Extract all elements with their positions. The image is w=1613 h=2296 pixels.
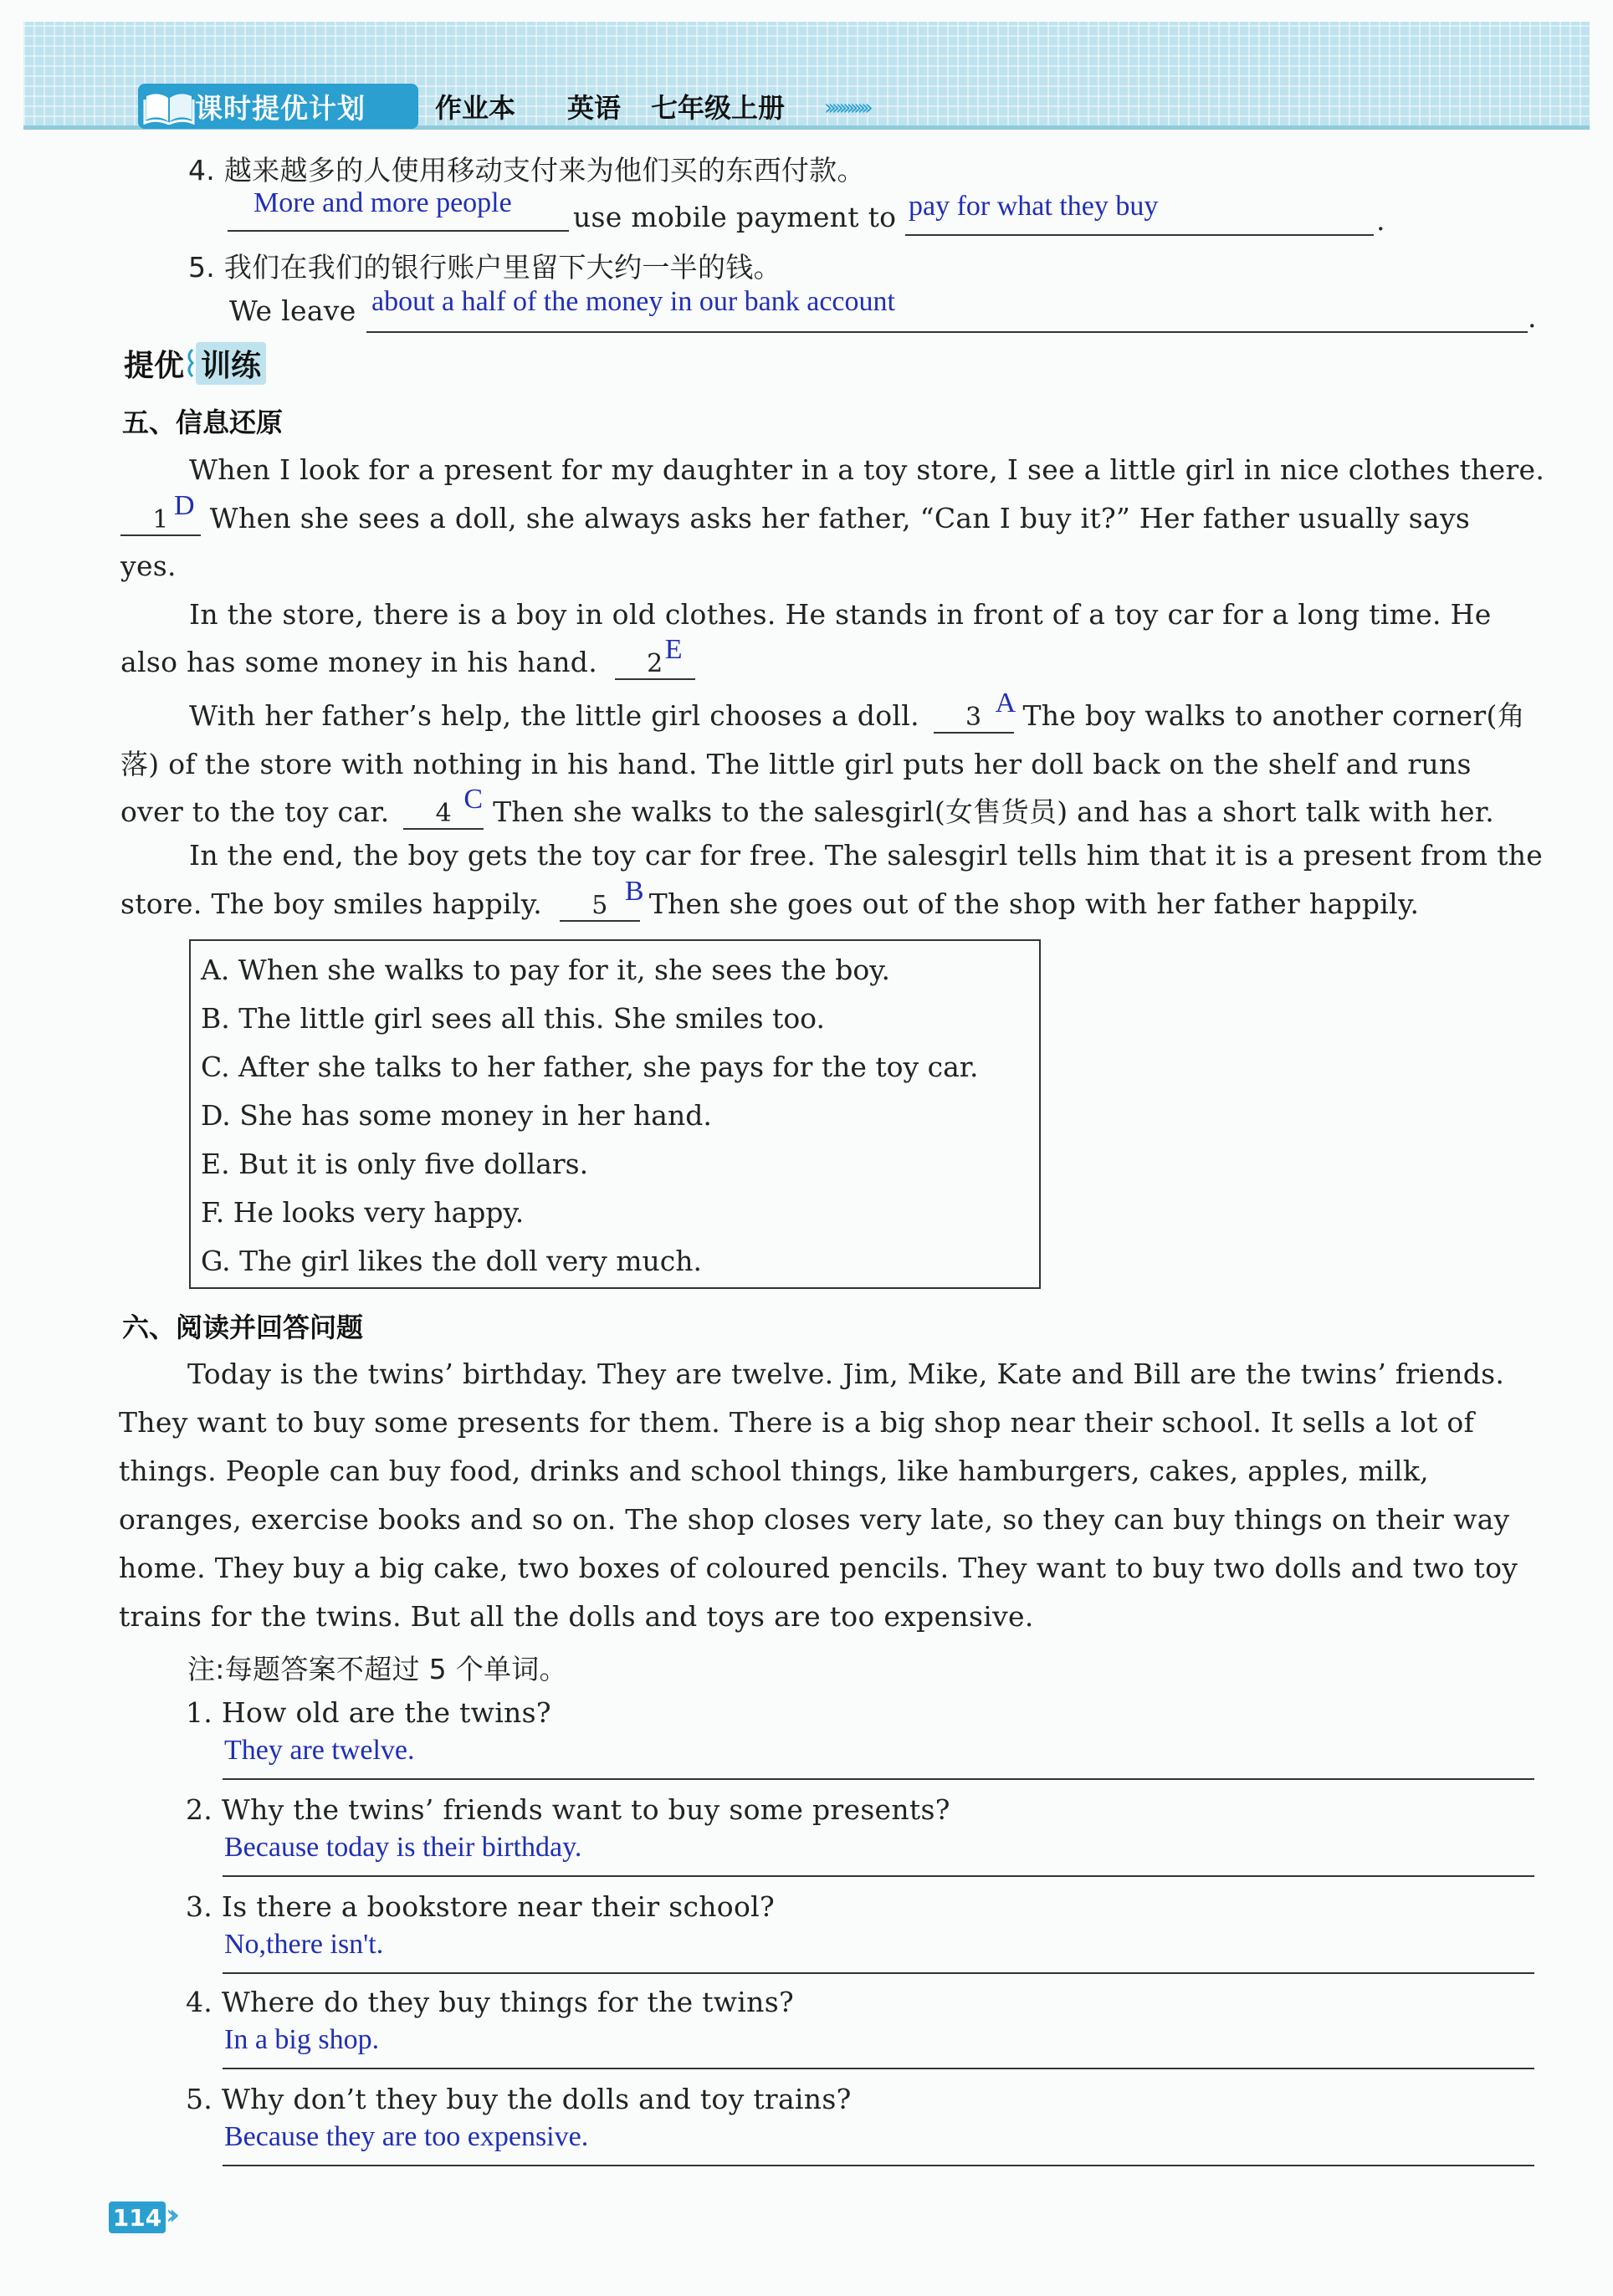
option-a: A. When she walks to pay for it, she sees the boy. <box>201 954 890 986</box>
blank-1: 1 D <box>120 502 201 536</box>
s6-a1: They are twelve. <box>224 1735 415 1766</box>
s6-note: 注:每题答案不超过 5 个单词。 <box>187 1653 567 1685</box>
s6-a5: Because they are too expensive. <box>224 2121 589 2152</box>
s5-line6-tail: The boy walks to another corner(角 <box>1022 699 1525 732</box>
s5-line7: 落) of the store with nothing in his hand. The little girl puts her doll back on the shelf and runs <box>120 748 1472 780</box>
tag-swirl-icon <box>184 346 196 380</box>
blank-2: 2 E <box>615 646 695 680</box>
brand-logo <box>138 84 418 129</box>
s6-line4: oranges, exercise books and so on. The shop closes very late, so they can buy things on their way <box>119 1503 1510 1536</box>
s5-line10-tail: Then she goes out of the shop with her father happily. <box>648 887 1420 920</box>
s6-a4: In a big shop. <box>224 2024 380 2055</box>
s6-q5: 5. Why don’t they buy the dolls and toy trains? <box>186 2083 852 2115</box>
blank-5: 5 B <box>560 887 640 922</box>
option-g: G. The girl likes the doll very much. <box>201 1245 702 1277</box>
tag-right: 训练 <box>196 342 266 385</box>
q4-middle-text: use mobile payment to <box>573 201 897 233</box>
q4-prompt: 4. 越来越多的人使用移动支付来为他们买的东西付款。 <box>188 154 865 187</box>
q5-answer: about a half of the money in our bank account <box>371 286 895 317</box>
grade: 七年级上册 <box>651 92 786 124</box>
s5-line5 <box>120 634 695 680</box>
s6-line1: Today is the twins’ birthday. They are twelve. Jim, Mike, Kate and Bill are the twins’ friends. <box>187 1358 1505 1390</box>
s6-q3: 3. Is there a bookstore near their school? <box>186 1890 775 1923</box>
q4-answer-2: pay for what they buy <box>909 191 1159 222</box>
page-number: 114 <box>109 2201 166 2233</box>
q4-answer-1: More and more people <box>253 187 512 218</box>
s5-line10-text: store. The boy smiles happily. <box>120 887 543 920</box>
q5-prompt: 5. 我们在我们的银行账户里留下大约一半的钱。 <box>188 251 781 284</box>
blank-3: 3 A <box>934 699 1014 734</box>
q4-blank-1 <box>228 230 569 232</box>
section-tag <box>124 339 266 387</box>
s5-line5-text: also has some money in his hand. <box>120 646 597 678</box>
q4-blank-2 <box>905 234 1374 236</box>
q4-period: . <box>1376 204 1385 237</box>
option-e: E. But it is only five dollars. <box>201 1148 589 1180</box>
subject: 英语 <box>567 92 622 124</box>
s5-line8 <box>120 784 1495 830</box>
s5-line2 <box>120 490 1471 536</box>
option-f: F. He looks very happy. <box>201 1196 525 1229</box>
book-type: 作业本 <box>435 92 516 124</box>
option-b: B. The little girl sees all this. She smiles too. <box>201 1002 825 1035</box>
tag-left: 提优 <box>124 348 185 383</box>
s6-line6: trains for the twins. But all the dolls and toys are too expensive. <box>119 1600 1034 1633</box>
s5-line6-text: With her father’s help, the little girl chooses a doll. <box>189 699 919 732</box>
s6-line5: home. They buy a big cake, two boxes of coloured pencils. They want to buy two dolls and two toy <box>119 1552 1518 1584</box>
s5-line6 <box>189 688 1525 734</box>
page-chevron-icon: ›› <box>166 2198 172 2232</box>
s6-q1: 1. How old are the twins? <box>186 1696 551 1729</box>
s6-a2-line <box>223 1875 1534 1877</box>
book-icon <box>143 88 195 125</box>
s6-a3-line <box>223 1972 1534 1974</box>
option-d: D. She has some money in her hand. <box>201 1099 712 1132</box>
s6-a2: Because today is their birthday. <box>224 1832 582 1863</box>
s6-line3: things. People can buy food, drinks and school things, like hamburgers, cakes, apples, milk, <box>119 1455 1429 1487</box>
brand-name: 课时提优计划 <box>195 91 366 125</box>
s5-line3: yes. <box>120 550 177 582</box>
header-chevrons <box>824 95 868 120</box>
s5-line9: In the end, the boy gets the toy car for free. The salesgirl tells him that it is a present from the <box>189 839 1544 872</box>
q5-period: . <box>1528 301 1537 334</box>
s6-line2: They want to buy some presents for them. There is a big shop near their school. It sells a lot of <box>119 1406 1475 1439</box>
s6-a3: No,there isn't. <box>224 1929 384 1960</box>
section5-title: 五、信息还原 <box>122 407 284 438</box>
s6-a4-line <box>223 2068 1534 2069</box>
s6-a1-line <box>223 1778 1534 1780</box>
option-c: C. After she talks to her father, she pays for the toy car. <box>201 1051 979 1083</box>
chevron-icon: ›››››››››››› <box>824 95 868 120</box>
s5-line8-tail: Then she walks to the salesgirl(女售货员) and has a short talk with her. <box>493 795 1495 828</box>
s6-q2: 2. Why the twins’ friends want to buy some presents? <box>186 1793 950 1826</box>
s6-q4: 4. Where do they buy things for the twins? <box>186 1986 794 2018</box>
s5-line1: When I look for a present for my daughter in a toy store, I see a little girl in nice clothes there. <box>189 453 1545 486</box>
blank-4: 4 C <box>403 795 484 830</box>
s5-line2-text: When she sees a doll, she always asks her father, “Can I buy it?” Her father usually says <box>209 502 1471 534</box>
q5-lead: We leave <box>229 294 356 327</box>
s5-line10 <box>120 876 1420 922</box>
q5-blank <box>366 331 1528 333</box>
s5-line8-text: over to the toy car. <box>120 795 390 828</box>
s5-line4: In the store, there is a boy in old clothes. He stands in front of a toy car for a long time. He <box>189 598 1492 631</box>
s6-a5-line <box>223 2165 1534 2166</box>
section6-title: 六、阅读并回答问题 <box>122 1312 364 1343</box>
